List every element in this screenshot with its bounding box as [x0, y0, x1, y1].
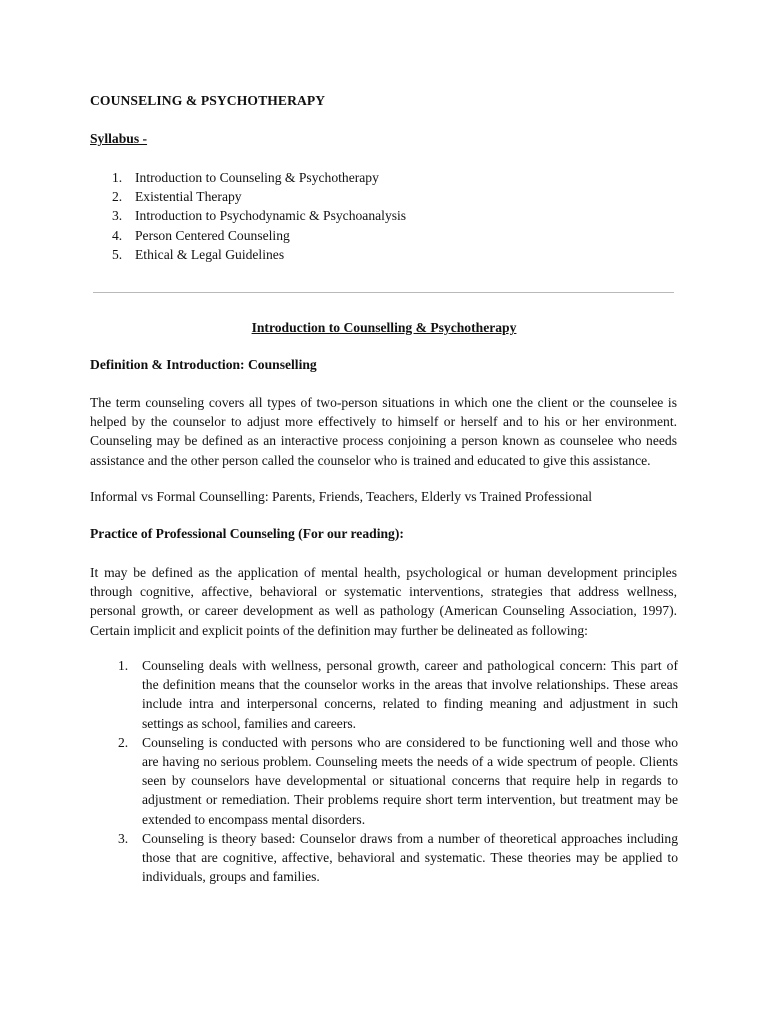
section-title: Introduction to Counselling & Psychotherapy: [251, 320, 517, 335]
syllabus-item-number: 4.: [112, 227, 123, 243]
syllabus-item-text: Person Centered Counseling: [135, 227, 290, 243]
syllabus-item-text: Introduction to Psychodynamic & Psychoanalysis: [135, 208, 407, 224]
practice-paragraph: It may be defined as the application of mental health, psychological or human development principles through cognitive, affective, behavioral or systematic interventions, strategies that address wellness, personal growth, or career development as well as pathology (American Counseling Association, 1997). Certain implicit and explicit points of the definition may further be delineated as following:: [90, 565, 677, 638]
syllabus-list: [112, 168, 406, 264]
syllabus-item-text: Existential Therapy: [135, 189, 242, 205]
syllabus-item: [112, 206, 406, 225]
definition-points-list: [118, 656, 678, 886]
definition-heading: Definition & Introduction: Counselling: [90, 357, 317, 372]
document-title: COUNSELING & PSYCHOTHERAPY: [90, 93, 326, 108]
point-text: Counseling deals with wellness, personal growth, career and pathological concern: This part of the definition means that the counselor works in the areas that involve relationships. These areas include intra and interpersonal concerns, related to finding meaning and adjustment in such settings as school, families and careers.: [142, 658, 678, 731]
syllabus-item: [112, 245, 406, 264]
syllabus-item-text: Ethical & Legal Guidelines: [135, 246, 285, 262]
syllabus-item: [112, 226, 406, 245]
syllabus-item-number: 3.: [112, 208, 123, 224]
definition-paragraph: The term counseling covers all types of two-person situations in which one the client or the counselee is helped by the counselor to adjust more effectively to himself or herself and to his or her environment. Counseling may be defined as an interactive process conjoining a person known as counselee who needs assistance and the other person called the counselor who is trained and educated to give this assistance.: [90, 395, 677, 468]
syllabus-item-number: 5.: [112, 246, 123, 262]
syllabus-item: [112, 187, 406, 206]
syllabus-item-text: Introduction to Counseling & Psychotherapy: [135, 170, 379, 185]
practice-heading: Practice of Professional Counseling (For our reading):: [90, 526, 404, 541]
point-number: 1.: [118, 658, 129, 673]
informal-formal-paragraph: Informal vs Formal Counselling: Parents, Friends, Teachers, Elderly vs Trained Professional: [90, 489, 593, 504]
syllabus-item: [112, 168, 406, 187]
syllabus-item-number: 1.: [112, 170, 123, 185]
syllabus-label: Syllabus -: [90, 131, 148, 146]
point-text: Counseling is theory based: Counselor draws from a number of theoretical approaches including those that are cognitive, affective, behavioral and systematic. These theories may be applied to individuals, groups and families.: [142, 830, 678, 885]
horizontal-divider: [93, 292, 674, 293]
syllabus-item-number: 2.: [112, 189, 123, 205]
point-number: 2.: [118, 734, 129, 750]
definition-point: [118, 829, 678, 887]
point-number: 3.: [118, 830, 129, 846]
point-text: Counseling is conducted with persons who are considered to be functioning well and those who are having no serious problem. Counseling meets the needs of a wide spectrum of people. Clients seen by counselors have developmental or situational concerns that require help in regards to adjustment or remediation. Their problems require short term intervention, but treatment may be extended to encompass mental disorders.: [142, 734, 678, 827]
definition-point: [118, 656, 678, 733]
definition-point: [118, 733, 678, 829]
